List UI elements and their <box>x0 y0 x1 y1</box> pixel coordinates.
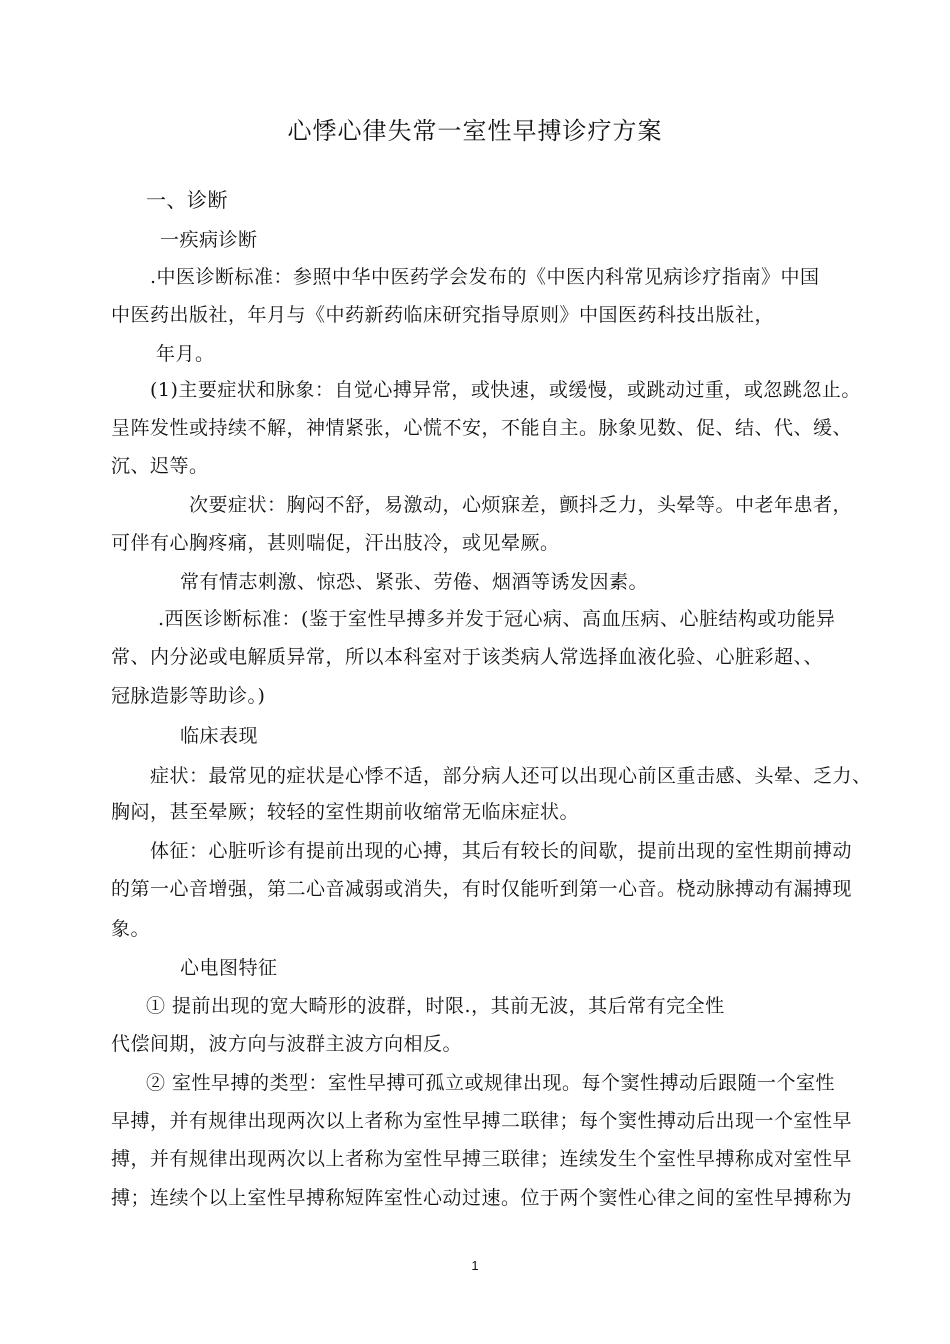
paragraph-line: 搏；连续个以上室性早搏称短阵室性心动过速。位于两个窦性心律之间的室性早搏称为 <box>111 1187 853 1209</box>
paragraph-line: 早搏，并有规律出现两次以上者称为室性早搏二联律；每个窦性搏动后出现一个室性早 <box>111 1110 853 1132</box>
section-heading-diagnosis: 一、诊断 <box>146 188 228 212</box>
subsection-heading-clinical: 临床表现 <box>180 725 259 747</box>
paragraph-line: .中医诊断标准：参照中华中医药学会发布的《中医内科常见病诊疗指南》中国 <box>150 266 820 288</box>
paragraph-line: 搏，并有规律出现两次以上者称为室性早搏三联律；连续发生个室性早搏称成对室性早 <box>111 1148 853 1170</box>
paragraph-line: 冠脉造影等助诊。) <box>111 685 266 707</box>
paragraph-line: 症状：最常见的症状是心悸不适，部分病人还可以出现心前区重击感、头晕、乏力、 <box>150 765 872 787</box>
paragraph-line: 的第一心音增强，第二心音减弱或消失，有时仅能听到第一心音。桡动脉搏动有漏搏现 <box>111 878 853 900</box>
page-number: 1 <box>471 1258 479 1273</box>
paragraph-line: 沉、迟等。 <box>111 455 209 477</box>
paragraph-line: 可伴有心胸疼痛，甚则喘促，汗出肢冷，或见晕厥。 <box>111 532 560 554</box>
paragraph-line: 代偿间期，波方向与波群主波方向相反。 <box>111 1033 463 1055</box>
paragraph-line: .西医诊断标准：(鉴于室性早搏多并发于冠心病、高血压病、心脏结构或功能异 <box>158 608 836 630</box>
paragraph-line: ② 室性早搏的类型：室性早搏可孤立或规律出现。每个窦性搏动后跟随一个室性 <box>146 1072 836 1094</box>
subsection-heading-disease-diagnosis: 一疾病诊断 <box>160 229 258 251</box>
paragraph-line: 常、内分泌或电解质异常，所以本科室对于该类病人常选择血液化验、心脏彩超、、 <box>111 646 824 668</box>
paragraph-line: ① 提前出现的宽大畸形的波群，时限.，其前无波，其后常有完全性 <box>146 995 725 1017</box>
paragraph-line: 胸闷，甚至晕厥；较轻的室性期前收缩常无临床症状。 <box>111 801 580 823</box>
paragraph-line: 次要症状：胸闷不舒，易激动，心烦寐差，颤抖乏力，头晕等。中老年患者， <box>189 494 853 516</box>
paragraph-line: 常有情志刺激、惊恐、紧张、劳倦、烟酒等诱发因素。 <box>180 571 649 593</box>
paragraph-line: (1)主要症状和脉象：自觉心搏异常，或快速，或缓慢，或跳动过重，或忽跳忽止。 <box>150 379 861 401</box>
paragraph-line: 年月。 <box>156 343 215 365</box>
paragraph-line: 象。 <box>111 918 151 940</box>
paragraph-line: 中医药出版社，年月与《中药新药临床研究指导原则》中国医药科技出版社， <box>111 304 775 326</box>
paragraph-line: 呈阵发性或持续不解，神情紧张，心慌不安，不能自主。脉象见数、促、结、代、缓、 <box>111 417 853 439</box>
document-title: 心悸心律失常一室性早搏诊疗方案 <box>287 117 663 145</box>
paragraph-line: 体征：心脏听诊有提前出现的心搏，其后有较长的间歇，提前出现的室性期前搏动 <box>150 840 853 862</box>
subsection-heading-ecg: 心电图特征 <box>180 957 278 979</box>
